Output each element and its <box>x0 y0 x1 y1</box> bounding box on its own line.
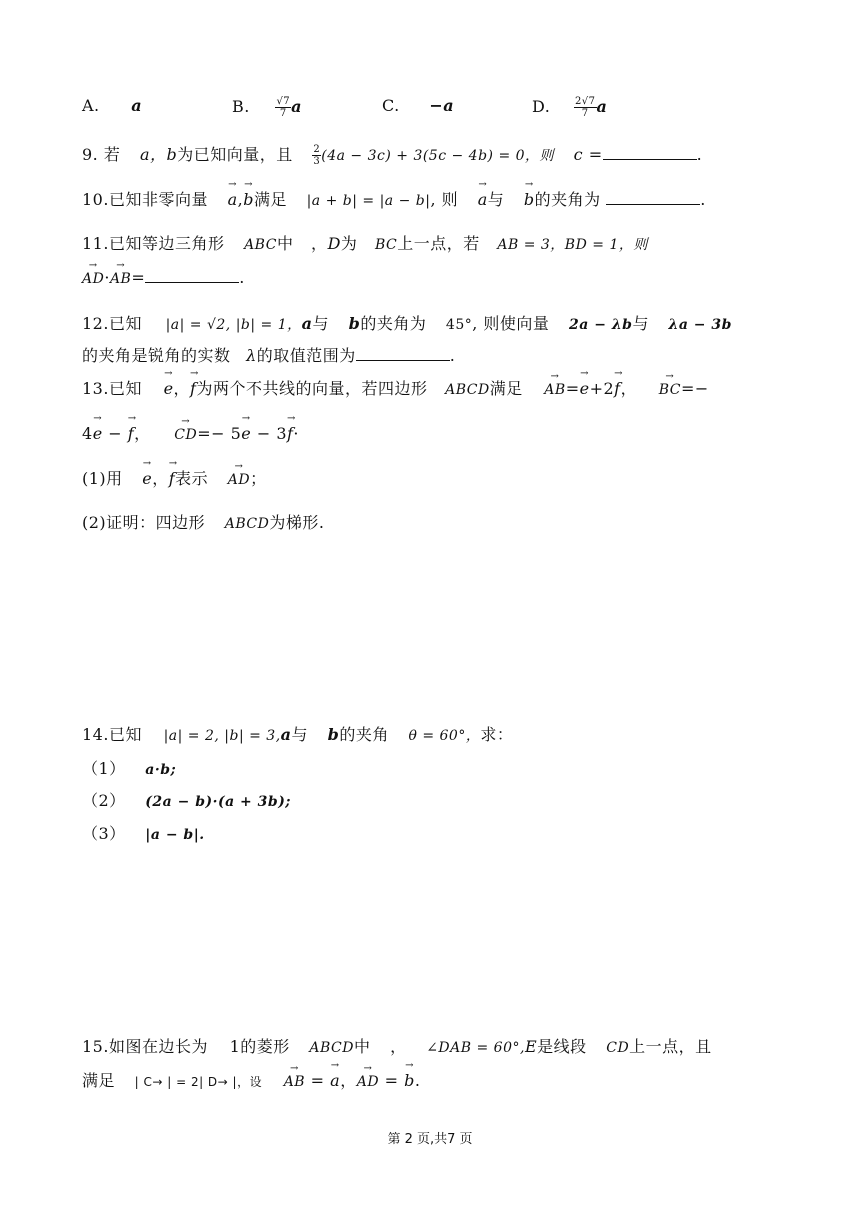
text: 已知 <box>108 314 142 333</box>
fraction-denominator: 7 <box>279 108 287 119</box>
option-value: a <box>291 97 303 116</box>
vector: → e <box>580 379 590 398</box>
fraction <box>574 96 597 119</box>
option-value: a <box>596 97 608 116</box>
text: 与 <box>632 314 649 333</box>
math: ABCD <box>224 516 270 532</box>
text: （1） <box>82 759 126 778</box>
text: = <box>565 379 580 398</box>
vector: → AD <box>228 472 250 488</box>
math: |a| = 2, |b| = 3, <box>163 728 281 744</box>
text: 中 <box>353 1037 371 1056</box>
math: |a + b| = |a − b| <box>306 193 431 209</box>
text: = <box>379 1071 405 1090</box>
text: (1)用 <box>82 469 123 488</box>
vector: → b <box>404 1071 415 1090</box>
question-12-line1 <box>82 311 732 334</box>
text: 上一点，若 <box>397 234 480 253</box>
option-value: a <box>131 96 143 115</box>
text: =− <box>680 379 709 398</box>
vector: → b <box>524 190 535 209</box>
math: a，b <box>139 145 178 164</box>
text: , <box>237 190 244 209</box>
question-12-line2: 的夹角是锐角的实数 λ的取值范围为 . <box>82 346 456 365</box>
text: 与 <box>291 725 309 744</box>
question-15-line1 <box>82 1034 712 1057</box>
question-14 <box>82 722 513 745</box>
text: 的夹角为 <box>534 190 601 209</box>
math: CD <box>606 1040 630 1056</box>
option-label: C. <box>382 96 400 115</box>
option-a <box>82 96 142 115</box>
question-13-line2: 4→ e − → f， → CD=− 5→ e − 3→ f· <box>82 421 299 444</box>
math: (4a − 3c) + 3(5c − 4b) = 0，则 <box>321 148 555 164</box>
math: 45° <box>445 317 473 333</box>
answer-blank[interactable] <box>606 190 700 205</box>
text: 若 <box>103 145 121 164</box>
text: 上一点，且 <box>629 1037 712 1056</box>
question-number: 15. <box>82 1037 109 1056</box>
text: 与 <box>312 314 330 333</box>
text: 的取值范围为 <box>256 346 356 365</box>
option-label: D. <box>532 97 551 116</box>
math: a <box>301 314 313 333</box>
math: (2a − b)·(a + 3b); <box>145 794 291 810</box>
text: 求： <box>480 725 514 744</box>
fraction-denominator: 3 <box>313 156 321 167</box>
question-number: 12. <box>82 314 109 333</box>
text: ， <box>311 234 328 253</box>
vector: → AB <box>110 271 131 287</box>
question-14-part3 <box>82 821 205 844</box>
text: 是线段 <box>537 1037 587 1056</box>
text: 满足 <box>489 379 523 398</box>
math: E <box>524 1037 538 1056</box>
vector: → e <box>142 469 152 488</box>
text: 满足 <box>82 1071 116 1090</box>
question-number: 11. <box>82 234 109 253</box>
vector: → f <box>128 424 134 443</box>
text: 的夹角是锐角的实数 <box>82 346 231 365</box>
answer-blank[interactable] <box>145 268 239 283</box>
option-value: −a <box>429 96 455 115</box>
math: λa − 3b <box>668 317 732 333</box>
text: 已知非零向量 <box>108 190 208 209</box>
vector: → e <box>241 424 251 443</box>
math: λ <box>246 346 257 365</box>
question-14-part2 <box>82 788 291 811</box>
vector: → b <box>243 190 254 209</box>
question-13-line1: 13.已知 → e，→ f为两个不共线的向量，若四边形 ABCD满足 → AB=→ e+2→ f， → BC=− <box>82 376 709 399</box>
text: (2)证明：四边形 <box>82 513 206 532</box>
text: 的夹角为 <box>360 314 427 333</box>
math: 2a − λb <box>569 317 633 333</box>
math: |a| = √2, |b| = 1， <box>165 317 302 333</box>
math: | C→ | = 2| D→ |，设 <box>134 1075 263 1089</box>
text: 已知 <box>108 725 142 744</box>
vector: → a <box>228 190 238 209</box>
question-11-line2: → AD·→ AB= . <box>82 268 245 287</box>
option-c <box>382 96 454 115</box>
fraction <box>312 144 321 167</box>
math: BC <box>375 237 398 253</box>
text: +2 <box>589 379 615 398</box>
vector: → e <box>93 424 103 443</box>
answer-blank[interactable] <box>603 145 697 160</box>
option-label: B. <box>232 97 250 116</box>
math: 1 <box>229 1037 241 1056</box>
text: 与 <box>487 190 505 209</box>
text: ， <box>340 1071 357 1090</box>
question-number: 10. <box>82 190 109 209</box>
math: |a − b|. <box>145 827 205 843</box>
question-9: 9. 若 a，b为已知向量，且 $\frac{2}{3}$ (4a − 3c) + 3(5c − 4b) = 0，则 c = . <box>82 144 703 167</box>
text: = <box>131 268 146 287</box>
fraction-numerator: 2√7 <box>574 96 596 107</box>
text: , 则使向量 <box>472 314 550 333</box>
math: D <box>327 234 341 253</box>
option-b <box>232 96 302 119</box>
text: ； <box>250 469 267 488</box>
math: a <box>280 725 292 744</box>
text: 中 <box>276 234 294 253</box>
vector: → a <box>330 1071 340 1090</box>
vector: → f <box>190 379 196 398</box>
option-label: A. <box>82 96 100 115</box>
text: 为 <box>340 234 358 253</box>
math: a·b; <box>145 762 177 778</box>
text: 为两个不共线的向量，若四边形 <box>196 379 428 398</box>
answer-blank[interactable] <box>356 346 450 361</box>
question-13-part1: (1)用 → e，→ f表示 → AD； <box>82 466 267 489</box>
text: − <box>102 424 128 443</box>
page-footer: 第 2 页,共7 页 <box>387 1132 473 1147</box>
text: = <box>305 1071 331 1090</box>
text: 表示 <box>175 469 209 488</box>
text: − 3 <box>251 424 287 443</box>
question-number: 13. <box>82 379 109 398</box>
text: 的菱形 <box>240 1037 290 1056</box>
text: 为梯形. <box>269 513 325 532</box>
text: , 则 <box>430 190 459 209</box>
vector: → AB <box>284 1074 305 1090</box>
text: . <box>414 1071 421 1090</box>
vector: → BC <box>659 382 681 398</box>
text: 已知 <box>108 379 142 398</box>
math: ABCD <box>445 382 490 398</box>
text: 的夹角 <box>339 725 389 744</box>
text: 4 <box>82 424 93 443</box>
text: （2） <box>82 791 126 810</box>
vector: → f <box>614 379 620 398</box>
text: · <box>293 424 300 443</box>
text: =− 5 <box>197 424 242 443</box>
vector: → AD <box>357 1074 379 1090</box>
question-10: 10.已知非零向量 → a,→ b满足 |a + b| = |a − b|, 则 → a与 → b的夹角为 . <box>82 187 706 210</box>
fraction-numerator: 2 <box>313 144 321 155</box>
math: b <box>348 314 361 333</box>
vector: → f <box>287 424 293 443</box>
text: 已知等边三角形 <box>108 234 225 253</box>
text: 如图在边长为 <box>108 1037 208 1056</box>
math: ABCD <box>309 1040 354 1056</box>
math: c = <box>573 145 603 164</box>
text: 满足 <box>253 190 287 209</box>
question-11-line1 <box>82 231 648 254</box>
vector: → f <box>169 469 175 488</box>
text: 为已知向量，且 <box>177 145 293 164</box>
text: （3） <box>82 824 126 843</box>
fraction-numerator: √7 <box>276 96 291 107</box>
text: · <box>104 268 110 287</box>
question-number: 14. <box>82 725 109 744</box>
math: θ = 60°， <box>408 728 481 744</box>
vector: → AB <box>544 382 565 398</box>
question-15-line2 <box>82 1068 421 1091</box>
question-number: 9. <box>82 145 99 164</box>
math: ABC <box>244 237 277 253</box>
question-13-part2 <box>82 510 324 533</box>
math: AB = 3，BD = 1，则 <box>497 237 648 253</box>
fraction-denominator: 7 <box>581 108 589 119</box>
vector: → e <box>164 379 174 398</box>
math: ∠DAB = 60°, <box>426 1040 525 1056</box>
vector: → AD <box>82 271 104 287</box>
vector: → CD <box>174 427 197 443</box>
option-d <box>532 96 607 119</box>
fraction <box>275 96 291 119</box>
math: b <box>327 725 340 744</box>
question-14-part1 <box>82 756 176 779</box>
vector: → a <box>478 190 488 209</box>
text: ， <box>390 1037 407 1056</box>
